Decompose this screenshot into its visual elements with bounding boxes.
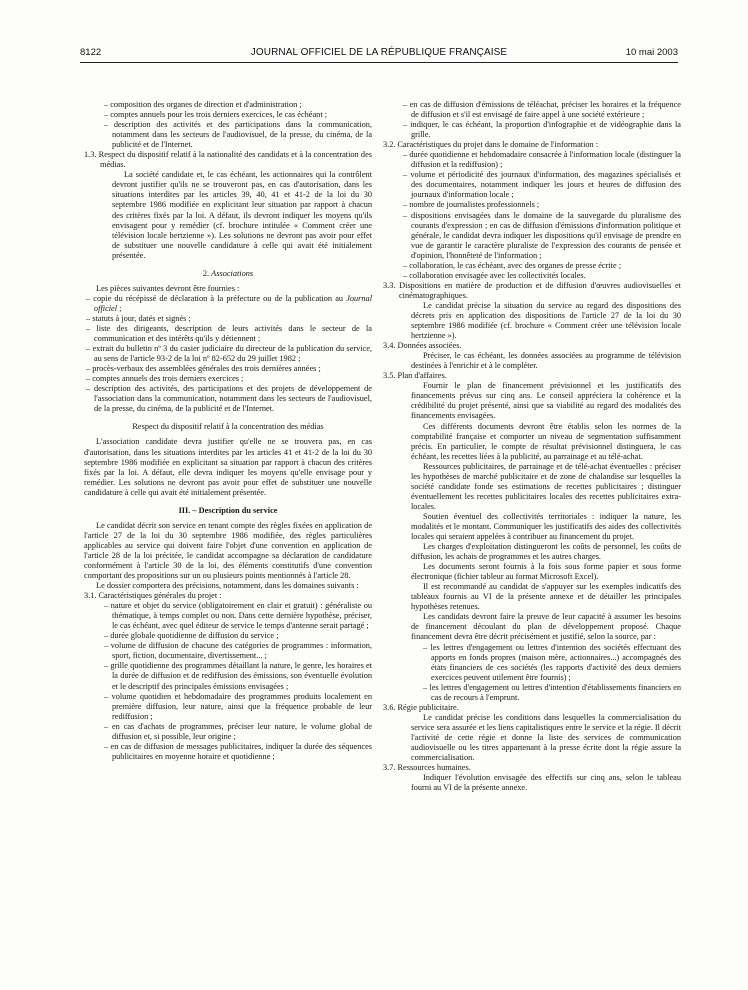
paragraph: Il est recommandé au candidat de s'appuyer sur les exemples indicatifs des tableaux fournis au VI de la présente annexe et de détailler les principales hypothèses retenues.: [411, 582, 681, 612]
spacer: [84, 414, 372, 422]
section-heading: 3.4. Données associées.: [383, 341, 462, 351]
list-item: – nombre de journalistes professionnels ;: [403, 200, 540, 210]
section-heading: [84, 269, 372, 279]
paragraph: Ces différents documents devront être établis selon les normes de la comptabilité française et comporter un niveau de segmentation suffisamment précis. En particulier, le compte de résultat prévisionnel distinguera, le cas échéant, les recettes liées à la publicité, au parrainage et au télé-achat.: [411, 421, 681, 461]
spacer: [84, 498, 372, 506]
journal-title: JOURNAL OFFICIEL DE LA RÉPUBLIQUE FRANÇAISE: [250, 47, 508, 58]
paragraph: L'association candidate devra justifier qu'elle ne se trouvera pas, en cas d'autorisation, dans les situations interdites par les articles 41 et 41-2 de la loi du 30 septembre 1986 modifiée en explicitant sa situation par rapport à chacun des critères fixés par la loi. A défaut, elle devra indiquer les moyens qu'elle envisage pour y remédier. Les solutions ne devront pas avoir pour effet de substituer une nouvelle candidature à celle qui avait été initialement présentée.: [84, 437, 372, 497]
list-item: – collaboration envisagée avec les collectivités locales.: [403, 270, 586, 280]
section-heading: 3.2. Caractéristiques du projet dans le domaine de l'information :: [383, 140, 599, 150]
list-item: – volume de diffusion de chacune des catégories de programmes : information, sport, fiction, documentaire, divertissement... ;: [104, 641, 372, 661]
publication-date: 10 mai 2003: [625, 47, 678, 58]
list-item: – description des activités, des participations et des projets de développement de l'association dans la communication, notamment dans les secteurs de l'audiovisuel, de la presse, du cinéma, de la publicité et de l'Internet.: [86, 384, 372, 414]
paragraph: Le candidat précise la situation du service au regard des dispositions des décrets pris en application des dispositions de l'article 27 de la loi du 30 septembre 1986 modifiée (cf. brochure « Comment créer une télévision locale hertzienne »).: [411, 300, 681, 341]
paragraph: Le candidat précise les conditions dans lesquelles la commercialisation du service sera assurée et les liens capitalistiques entre le service et la régie. Il décrit l'activité de cette régie et donne la liste des services de communication audiovisuelle ou les titres appartenant à la presse écrite dont la régie assure la commercialisation.: [411, 712, 681, 763]
list-item: – procès-verbaux des assemblées générales des trois dernières années ;: [86, 364, 321, 374]
list-item: – comptes annuels pour les trois derniers exercices, le cas échéant ;: [104, 110, 328, 120]
section-heading: III. – Description du service: [178, 505, 278, 515]
list-item: – extrait du bulletin nº 3 du casier judiciaire du directeur de la publication du service, au sens de l'article 93-2 de la loi nº 82-652 du 29 juillet 1982 ;: [86, 344, 372, 364]
paragraph: Ressources publicitaires, de parrainage et de télé-achat éventuelles : préciser les hypothèses de marché publicitaire et de zone de chalandise sur lesquelles la société candidate fonde ses estimations de recettes publicitaires ; distinguer éventuellement les recettes publicitaires locales des recettes publicitaires extra-locales.: [411, 461, 681, 511]
paragraph: Les pièces suivantes devront être fournies :: [96, 283, 240, 293]
header-rule: [80, 62, 678, 63]
paragraph: Les documents seront fournis à la fois sous forme papier et sous forme électronique (fichier tableur au format Microsoft Excel).: [411, 562, 681, 582]
list-item: – volume quotidien et hebdomadaire des programmes produits localement en première diffusion, leur nature, ainsi que la fréquence probable de leur rediffusion ;: [104, 691, 372, 721]
list-item: – en cas de diffusion de messages publicitaires, indiquer la durée des séquences publicitaires en moyenne horaire et quotidienne ;: [104, 741, 372, 761]
list-item: – collaboration, le cas échéant, avec des organes de presse écrite ;: [403, 260, 621, 270]
list-item: – statuts à jour, datés et signés ;: [86, 313, 191, 323]
section-heading: 3.3. Dispositions en matière de production et de diffusion d'œuvres audiovisuelles et cinématographiques.: [383, 280, 681, 300]
paragraph: La société candidate et, le cas échéant, les actionnaires qui la contrôlent devront justifier qu'ils ne se trouveront pas, en cas d'autorisation, dans les situations interdites par les articles 39, 40, 41 et 41-2 de la loi du 30 septembre 1986 modifiée en explicitant leur situation par rapport à chacun des critères fixés par la loi. A défaut, ils devront indiquer les moyens qu'ils envisagent pour y remédier (cf. brochure intitulée « Comment créer une télévision locale hertzienne »). Les solutions ne devront pas avoir pour effet de substituer une nouvelle candidature à celle qui avait été initialement présentée.: [112, 170, 372, 260]
section-heading: 3.6. Régie publicitaire.: [383, 702, 459, 712]
left-column: [84, 100, 372, 762]
spacer: [84, 261, 372, 269]
paragraph: Les candidats devront faire la preuve de leur capacité à assumer les besoins de financement découlant du plan de développement proposé. Chaque financement devra être décrit précisément et justifié, selon la source, par :: [411, 612, 681, 642]
paragraph: Préciser, le cas échéant, les données associées au programme de télévision destinées à l'enrichir et à le compléter.: [411, 351, 681, 371]
right-column: [383, 100, 681, 793]
list-item: – en cas de diffusion d'émissions de téléachat, préciser les horaires et la fréquence de diffusion et s'il est envisagé de faire appel à une société extérieure ;: [403, 100, 681, 120]
list-item: – durée quotidienne et hebdomadaire consacrée à l'information locale (distinguer la diffusion et la rediffusion) ;: [403, 150, 681, 170]
paragraph: Le dossier comportera des précisions, notamment, dans les domaines suivants :: [96, 581, 359, 591]
list-item: – grille quotidienne des programmes détaillant la nature, le genre, les horaires et la durée de diffusion et de rediffusion des émissions, son éventuelle évolution et le descriptif des principales émissions envisagées ;: [104, 661, 372, 691]
section-number: 2.: [202, 268, 212, 278]
paragraph: Le candidat décrit son service en tenant compte des règles fixées en application de l'article 27 de la loi du 30 septembre 1986 modifiée, des règles particulières applicables au service qui doivent faire l'objet d'une convention en application de l'article 28 de la loi précitée, le candidat accompagne sa déclaration de candidature conformément à l'article 30 de la loi, des éléments constitutifs d'une convention comportant des propositions sur un ou plusieurs points mentionnés à l'article 28.: [84, 520, 372, 581]
paragraph: Les charges d'exploitation distingueront les coûts de personnel, les coûts de diffusion, les achats de programmes et les autres charges.: [411, 542, 681, 562]
page-header: [80, 47, 678, 61]
paragraph: Indiquer l'évolution envisagée des effectifs sur cinq ans, selon le tableau fourni au VI de la présente annexe.: [411, 773, 681, 793]
list-item: – en cas d'achats de programmes, préciser leur nature, le volume global de diffusion et, si possible, leur origine ;: [104, 721, 372, 741]
list-item: – volume et périodicité des journaux d'information, des magazines spécialisés et des documentaires, notamment indiquer les jours et heures de diffusion des journaux d'information locale ;: [403, 170, 681, 200]
section-heading: 3.5. Plan d'affaires.: [383, 371, 447, 381]
list-item: – nature et objet du service (obligatoirement en clair et gratuit) : généraliste ou thématique, à temps complet ou non. Dans cette dernière hypothèse, préciser, le cas échéant, avec quel éditeur de service le temps d'antenne serait partagé ;: [104, 601, 372, 631]
list-item-text: – copie du récépissé de déclaration à la préfecture ou de la publication au: [86, 293, 347, 303]
paragraph: Soutien éventuel des collectivités territoriales : indiquer la nature, les modalités et le montant. Communiquer les justificatifs des aides des collectivités locales qui seraient appelées à contribuer au financement du projet.: [411, 511, 681, 542]
section-heading: 1.3. Respect du dispositif relatif à la nationalité des candidats et à la concentration des médias.: [84, 150, 372, 170]
list-item: [84, 294, 372, 314]
list-item: – les lettres d'engagement ou lettres d'intention d'établissements financiers en cas de recours à l'emprunt.: [423, 682, 681, 702]
list-item: – les lettres d'engagement ou lettres d'intention des sociétés effectuant des apports en fonds propres (maison mère, actionnaires...) accompagnés des états financiers de ces sociétés (les rapports d'activité des deux derniers exercices peuvent utilement être fournis) ;: [423, 642, 681, 682]
page-number: 8122: [80, 47, 102, 58]
list-item: – composition des organes de direction et d'administration ;: [104, 100, 302, 109]
list-item: – liste des dirigeants, description de leurs activités dans le secteur de la communication et des intérêts qu'ils y détiennent ;: [86, 323, 372, 344]
list-item: – comptes annuels des trois derniers exercices ;: [86, 374, 244, 384]
list-item: – durée globale quotidienne de diffusion du service ;: [104, 631, 279, 641]
section-heading: 3.1. Caractéristiques générales du projet :: [84, 591, 222, 601]
journal-officiel-ref: Journal officiel: [94, 293, 372, 313]
list-item: – dispositions envisagées dans le domaine de la sauvegarde du pluralisme des courants d'expression ; en cas de diffusion d'émissions d'information politique et générale, le candidat devra indiquer les dispositions qu'il envisage de prendre en vue de garantir le caractère pluraliste de l'expression des courants de pensée et d'opinion, l'honnêteté de l'information ;: [403, 210, 681, 260]
list-item: – description des activités et des participations dans la communication, notamment dans les secteurs de l'audiovisuel, de la presse, du cinéma, de la publicité et de l'Internet.: [104, 120, 372, 150]
list-item-text: ;: [117, 303, 122, 313]
section-heading: 3.7. Ressources humaines.: [383, 763, 471, 773]
list-item: – indiquer, le cas échéant, la proportion d'infographie et de vidéographie dans la grille.: [403, 120, 681, 140]
section-title: Associations: [211, 268, 254, 278]
section-heading: Respect du dispositif relatif à la concentration des médias: [132, 422, 324, 432]
paragraph: Fournir le plan de financement prévisionnel et les justificatifs des financements prévus sur cinq ans. Le conseil appréciera la cohérence et la crédibilité du projet présenté, ainsi que sa viabilité au regard des modalités des financements envisagées.: [411, 381, 681, 421]
